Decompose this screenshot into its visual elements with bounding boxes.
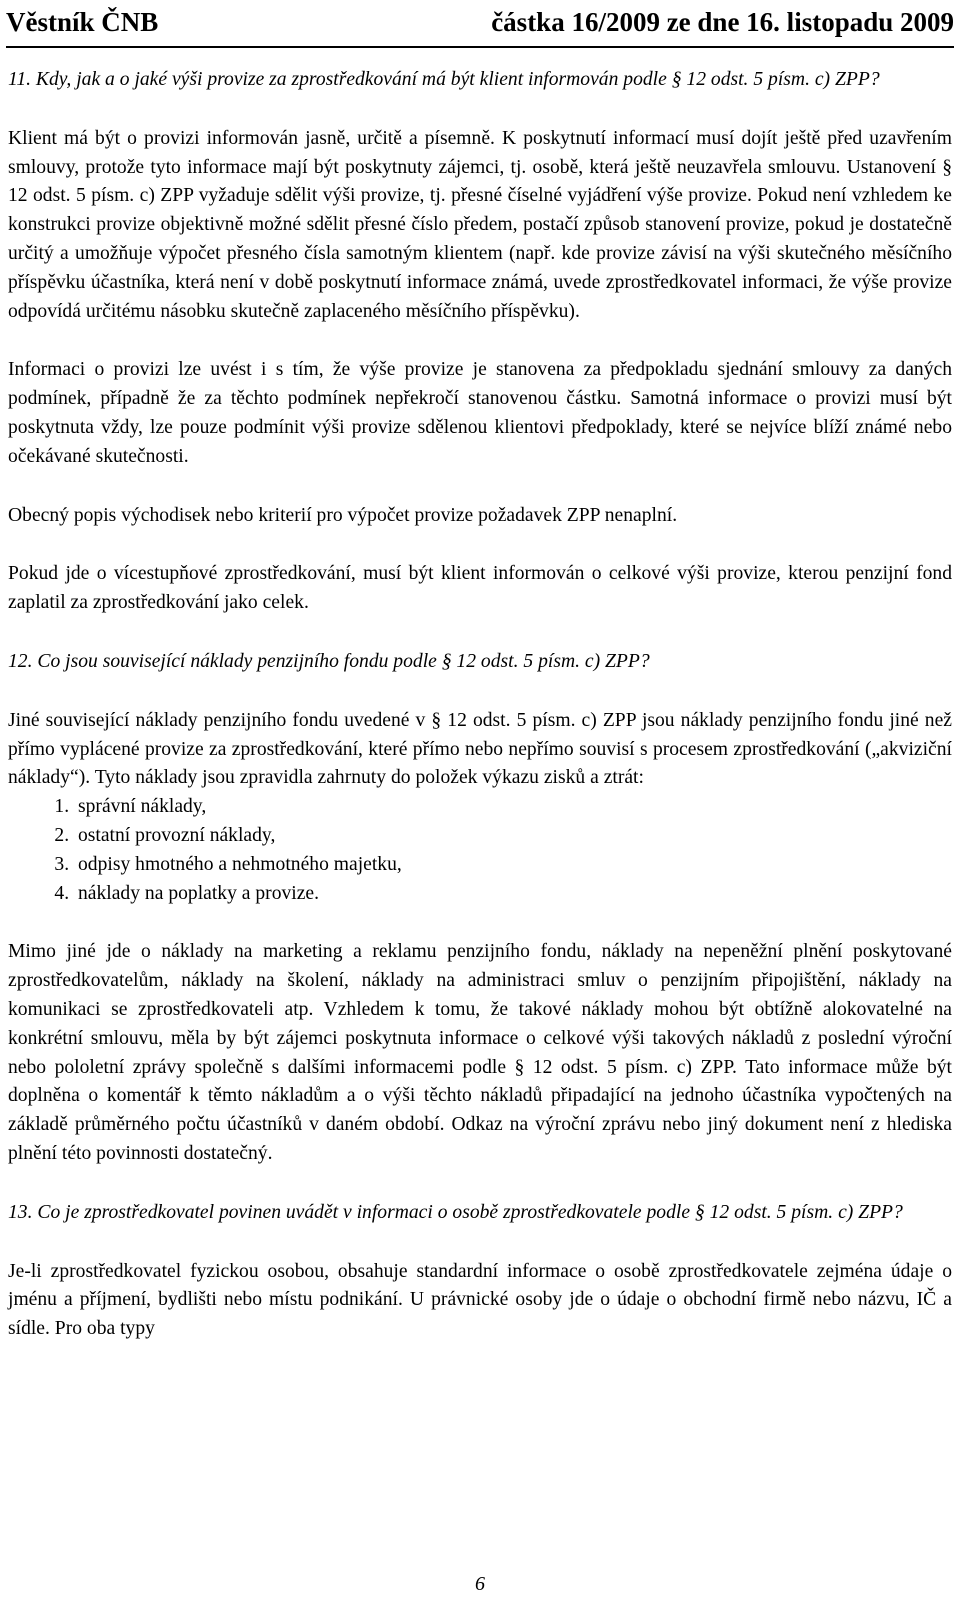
paragraph-4: Pokud jde o vícestupňové zprostředkování, musí být klient informován o celkové výši provize, kterou penzijní fond zaplatil za zprostředkování jako celek. xyxy=(8,563,952,614)
header-divider xyxy=(6,46,954,48)
list-item: 2. ostatní provozní náklady, xyxy=(74,822,952,851)
list-item: 3. odpisy hmotného a nehmotného majetku, xyxy=(74,851,952,880)
question-13: 13. Co je zprostředkovatel povinen uvádět v informaci o osobě zprostředkovatele podle § 12 odst. 5 písm. c) ZPP? xyxy=(8,1201,903,1223)
journal-title: Věstník ČNB xyxy=(6,6,159,37)
paragraph-1: Klient má být o provizi informován jasně, určitě a písemně. K poskytnutí informací musí dojít ještě před uzavřením smlouvy, protože tyto informace mají být poskytnuty zájemci, tj. osobě, která ještě neuzavřela smlouvu. Ustanovení § 12 odst. 5 písm. c) ZPP vyžaduje sdělit výši provize, tj. přesné číselné vyjádření výše provize. Pokud není vzhledem ke konstrukci provize objektivně možné sdělit přesné číslo předem, postačí způsob stanovení provize, pokud je dostatečně určitý a umožňuje výpočet přesného čísla samotným klientem (např. kde provize závisí na výši skutečného měsíčního příspěvku účastníka, která není v době poskytnutí informace známá, uvede zprostředkovatel informaci, že výše provize odpovídá určitému násobku skutečně zaplaceného měsíčního příspěvku). xyxy=(8,127,952,322)
paragraph-3: Obecný popis východisek nebo kriterií pro výpočet provize požadavek ZPP nenaplní. xyxy=(8,504,678,526)
issue-info: částka 16/2009 ze dne 16. listopadu 2009 xyxy=(491,6,954,37)
question-12: 12. Co jsou související náklady penzijního fondu podle § 12 odst. 5 písm. c) ZPP? xyxy=(8,650,650,672)
paragraph-2: Informaci o provizi lze uvést i s tím, že výše provize je stanovena za předpokladu sjednání smlouvy za daných podmínek, případně že za těchto podmínek nepřekročí stanovenou částku. Samotná informace o provizi musí být poskytnuta vždy, lze pouze podmínit výši provize sdělenou klientovi předpoklady, které se nejvíce blíží známé nebo očekávané skutečnosti. xyxy=(8,359,952,467)
paragraph-7: Je-li zprostředkovatel fyzickou osobou, obsahuje standardní informace o osobě zprostředkovatele zejména údaje o jménu a příjmení, bydlišti nebo místu podnikání. U právnické osoby jde o údaje o obchodní firmě nebo názvu, IČ a sídle. Pro oba typy xyxy=(8,1260,952,1340)
page-number: 6 xyxy=(475,1573,485,1595)
list-item: 4. náklady na poplatky a provize. xyxy=(74,880,952,909)
paragraph-6: Mimo jiné jde o náklady na marketing a reklamu penzijního fondu, náklady na nepeněžní plnění poskytované zprostředkovatelům, náklady na školení, náklady na administraci smluv o penzijním připojištění, náklady na komunikaci se zprostředkovateli atp. Vzhledem k tomu, že takové náklady mohou být obtížně alokovatelné na konkrétní smlouvu, měla by být zájemci poskytnuta informace o celkové výši takových nákladů z poslední výroční nebo pololetní zprávy společně s dalšími informacemi podle § 12 odst. 5 písm. c) ZPP. Tato informace může být doplněna o komentář k těmto nákladům a o výši těchto nákladů připadající na jednoho účastníka vypočtených na základě průměrného počtu účastníků v daném období. Odkaz na výroční zprávu nebo jiný dokument není z hlediska plnění této povinnosti dostatečný. xyxy=(8,941,952,1164)
main-content xyxy=(8,66,952,1374)
paragraph-5: Jiné související náklady penzijního fondu uvedené v § 12 odst. 5 písm. c) ZPP jsou náklady penzijního fondu jiné než přímo vyplácené provize za zprostředkování, které přímo nebo nepřímo souvisí s procesem zprostředkování („akviziční náklady“). Tyto náklady jsou zpravidla zahrnuty do položek výkazu zisků a ztrát: xyxy=(8,709,952,789)
cost-items-list xyxy=(8,793,952,908)
list-item: 1. správní náklady, xyxy=(74,793,952,822)
page-header xyxy=(6,2,954,42)
question-11: 11. Kdy, jak a o jaké výši provize za zprostředkování má být klient informován podle § 12 odst. 5 písm. c) ZPP? xyxy=(8,69,880,90)
